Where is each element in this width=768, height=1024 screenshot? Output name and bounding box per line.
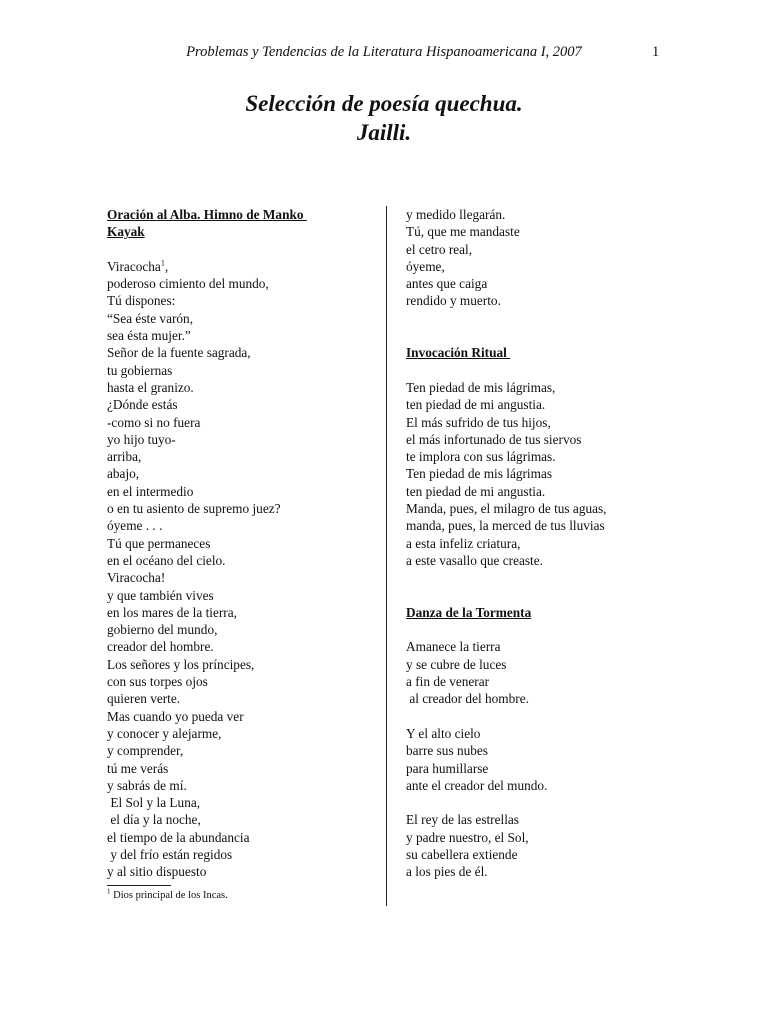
poem-line: sea ésta mujer.” <box>107 328 191 344</box>
poem-line: tu gobiernas <box>107 362 173 378</box>
poem-line: el cetro real, <box>406 241 473 257</box>
poem-line: y se cubre de luces <box>406 656 507 672</box>
poem-lines-invocacion <box>406 379 656 569</box>
poem-line: Tú, que me mandaste <box>406 224 520 240</box>
poem-line: barre sus nubes <box>406 743 488 759</box>
poem-line: Mas cuando yo pueda ver <box>107 708 244 724</box>
poem-line: a esta infeliz criatura, <box>406 535 521 551</box>
poem-line: ten piedad de mi angustia. <box>406 483 546 499</box>
running-header: Problemas y Tendencias de la Literatura Hispanoamericana I, 2007 <box>186 44 582 60</box>
footnote-rule <box>107 885 171 886</box>
poem-line: “Sea éste varón, <box>107 310 194 326</box>
poem-line: antes que caiga <box>406 276 488 292</box>
poem-line: -como si no fuera <box>107 414 201 430</box>
poem-line: a los pies de él. <box>406 864 488 880</box>
column-divider <box>386 206 387 906</box>
poem-line: el tiempo de la abundancia <box>107 829 250 845</box>
poem-line: rendido y muerto. <box>406 293 501 309</box>
poem-line: Ten piedad de mis lágrimas, <box>406 379 556 395</box>
footnote: $^1$ Dios principal de los Incas. <box>107 887 228 901</box>
poem-line: y padre nuestro, el Sol, <box>406 829 529 845</box>
title-line-2: Jailli. <box>356 120 412 145</box>
poem-line: Señor de la fuente sagrada, <box>107 345 251 361</box>
poem-heading-oracion-cont: Kayak <box>107 224 145 240</box>
stanza <box>406 638 656 707</box>
poem-line: en los mares de la tierra, <box>107 604 237 620</box>
poem-line: y conocer y alejarme, <box>107 725 222 741</box>
poem-lines-continuation <box>406 206 656 310</box>
poem-line: Manda, pues, el milagro de tus aguas, <box>406 501 607 517</box>
poem-line: tú me verás <box>107 760 169 776</box>
poem-line: Tú que permaneces <box>107 535 211 551</box>
poem-line: y que también vives <box>107 587 214 603</box>
poem-line: a este vasallo que creaste. <box>406 552 543 568</box>
poem-line: Tú dispones: <box>107 293 176 309</box>
poem-line: y al sitio dispuesto <box>107 864 207 880</box>
poem-line: ¿Dónde estás <box>107 397 178 413</box>
poem-line: Viracocha$^1$, <box>107 258 169 274</box>
stanza <box>406 811 656 880</box>
poem-line: poderoso cimiento del mundo, <box>107 276 269 292</box>
poem-line: o en tu asiento de supremo juez? <box>107 501 281 517</box>
poem-line: óyeme, <box>406 258 445 274</box>
poem-line: El rey de las estrellas <box>406 812 519 828</box>
page-number: 1 <box>652 44 660 60</box>
poem-line: gobierno del mundo, <box>107 622 218 638</box>
poem-line: hasta el granizo. <box>107 379 194 395</box>
poem-line: para humillarse <box>406 760 489 776</box>
poem-line: en el océano del cielo. <box>107 552 226 568</box>
poem-line: Y el alto cielo <box>406 725 481 741</box>
poem-line: con sus torpes ojos <box>107 674 208 690</box>
poem-line: ante el creador del mundo. <box>406 777 548 793</box>
poem-line: creador del hombre. <box>107 639 214 655</box>
poem-heading-oracion: Oración al Alba. Himno de Manko <box>107 207 307 222</box>
poem-line: Los señores y los príncipes, <box>107 656 255 672</box>
poem-heading-danza: Danza de la Tormenta <box>406 604 532 620</box>
poem-line: te implora con sus lágrimas. <box>406 449 556 465</box>
poem-line: óyeme . . . <box>107 518 163 534</box>
poem-line: ten piedad de mi angustia. <box>406 397 546 413</box>
footnote-marker: 1 <box>160 258 165 268</box>
poem-line: al creador del hombre. <box>406 691 529 707</box>
poem-line: abajo, <box>107 466 140 482</box>
poem-line: el día y la noche, <box>107 812 201 828</box>
poem-heading-invocacion: Invocación Ritual <box>406 345 511 361</box>
poem-line: y comprender, <box>107 743 184 759</box>
poem-line: quieren verte. <box>107 691 181 707</box>
poem-line: el más infortunado de tus siervos <box>406 431 582 447</box>
title-line-1: Selección de poesía quechua. <box>245 91 523 116</box>
poem-line: y medido llegarán. <box>406 207 506 222</box>
right-column <box>406 206 656 881</box>
stanza <box>406 725 656 794</box>
poem-line: en el intermedio <box>107 483 194 499</box>
poem-line: y del frío están regidos <box>107 846 233 862</box>
poem-line: Amanece la tierra <box>406 639 501 655</box>
poem-line: y sabrás de mí. <box>107 777 187 793</box>
left-column <box>107 206 377 881</box>
poem-line: su cabellera extiende <box>406 846 518 862</box>
poem-line: Ten piedad de mis lágrimas <box>406 466 553 482</box>
poem-line: Viracocha! <box>107 570 166 586</box>
poem-line: yo hijo tuyo- <box>107 431 176 447</box>
poem-lines-oracion <box>107 275 377 880</box>
poem-line: manda, pues, la merced de tus lluvias <box>406 518 605 534</box>
poem-line: El Sol y la Luna, <box>107 795 201 811</box>
poem-line: El más sufrido de tus hijos, <box>406 414 551 430</box>
document-title <box>0 89 768 147</box>
poem-line: a fin de venerar <box>406 674 490 690</box>
poem-line: arriba, <box>107 449 142 465</box>
